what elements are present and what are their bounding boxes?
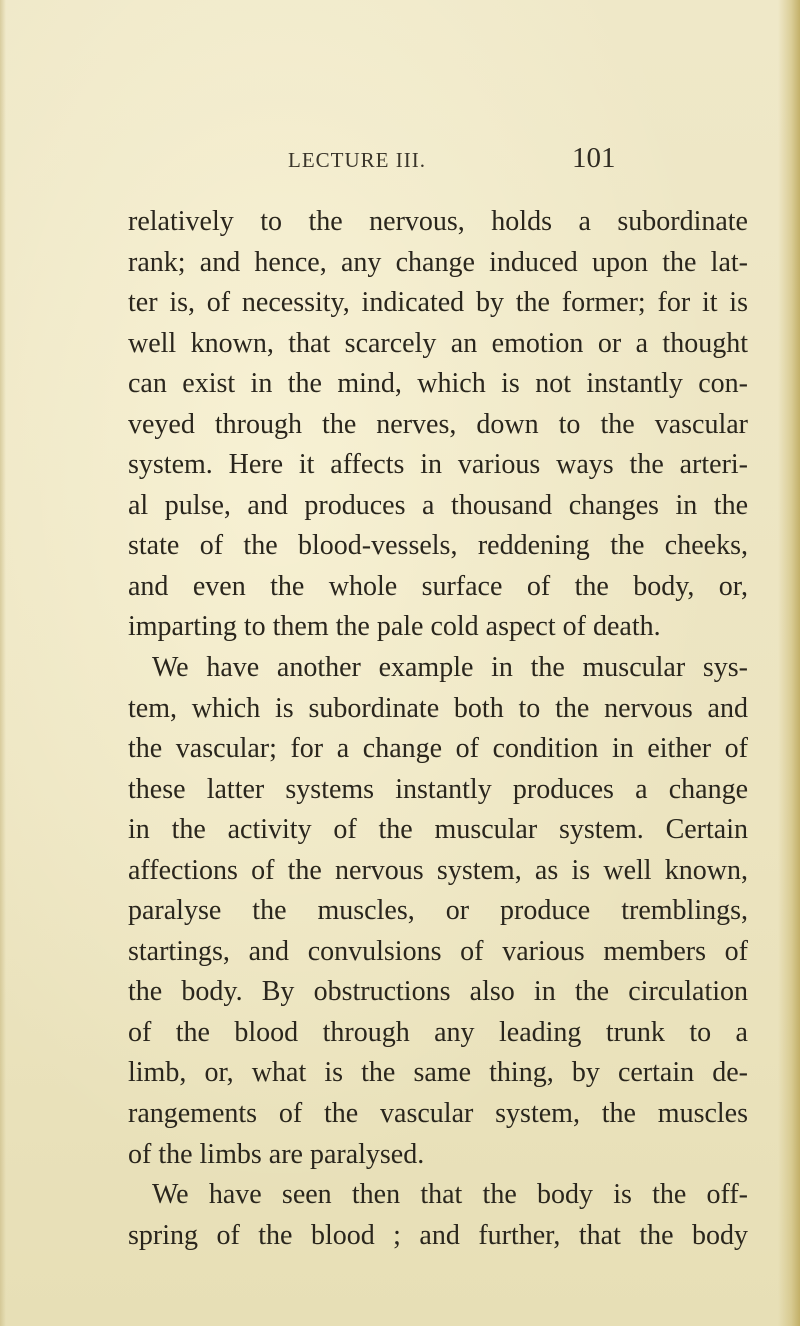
text-line: well known, that scarcely an emotion or a thought: [128, 327, 748, 359]
text-line: rank; and hence, any change induced upon the lat-: [128, 246, 748, 278]
text-line: tem, which is subordinate both to the nervous and: [128, 692, 748, 724]
text-line: al pulse, and produces a thousand changes in the: [128, 489, 748, 521]
text-line: the body. By obstructions also in the circulation: [128, 976, 748, 1008]
text-line: these latter systems instantly produces a change: [128, 773, 748, 805]
text-line: ter is, of necessity, indicated by the former; for it is: [128, 287, 748, 319]
running-head: LECTURE III.: [288, 148, 426, 172]
text-line: relatively to the nervous, holds a subordinate: [128, 206, 748, 237]
page-number: 101: [572, 142, 616, 174]
text-line: state of the blood-vessels, reddening the cheeks,: [128, 530, 748, 562]
text-line: veyed through the nerves, down to the vascular: [128, 408, 748, 440]
text-line: rangements of the vascular system, the muscles: [128, 1098, 748, 1130]
text-line: startings, and convulsions of various members of: [128, 935, 748, 967]
body-text: [128, 202, 748, 1256]
text-line: imparting to them the pale cold aspect of death.: [128, 611, 661, 643]
text-line: the vascular; for a change of condition in either of: [128, 733, 748, 765]
text-line: limb, or, what is the same thing, by certain de-: [128, 1057, 748, 1089]
text-line: affections of the nervous system, as is well known,: [128, 854, 748, 886]
page-left-edge: [0, 0, 6, 1326]
text-line: We have another example in the muscular sys-: [152, 652, 748, 684]
text-line: can exist in the mind, which is not instantly con-: [128, 368, 748, 400]
text-line: paralyse the muscles, or produce tremblings,: [128, 895, 748, 927]
text-line: of the limbs are paralysed.: [128, 1138, 425, 1170]
text-line: system. Here it affects in various ways the arteri-: [128, 449, 748, 481]
text-line: spring of the blood ; and further, that the body: [128, 1219, 748, 1251]
text-line: of the blood through any leading trunk to a: [128, 1016, 748, 1048]
text-line: and even the whole surface of the body, or,: [128, 570, 748, 602]
text-line: in the activity of the muscular system. Certain: [128, 814, 748, 846]
text-line: We have seen then that the body is the off-: [152, 1179, 748, 1211]
page-right-edge: [778, 0, 800, 1326]
